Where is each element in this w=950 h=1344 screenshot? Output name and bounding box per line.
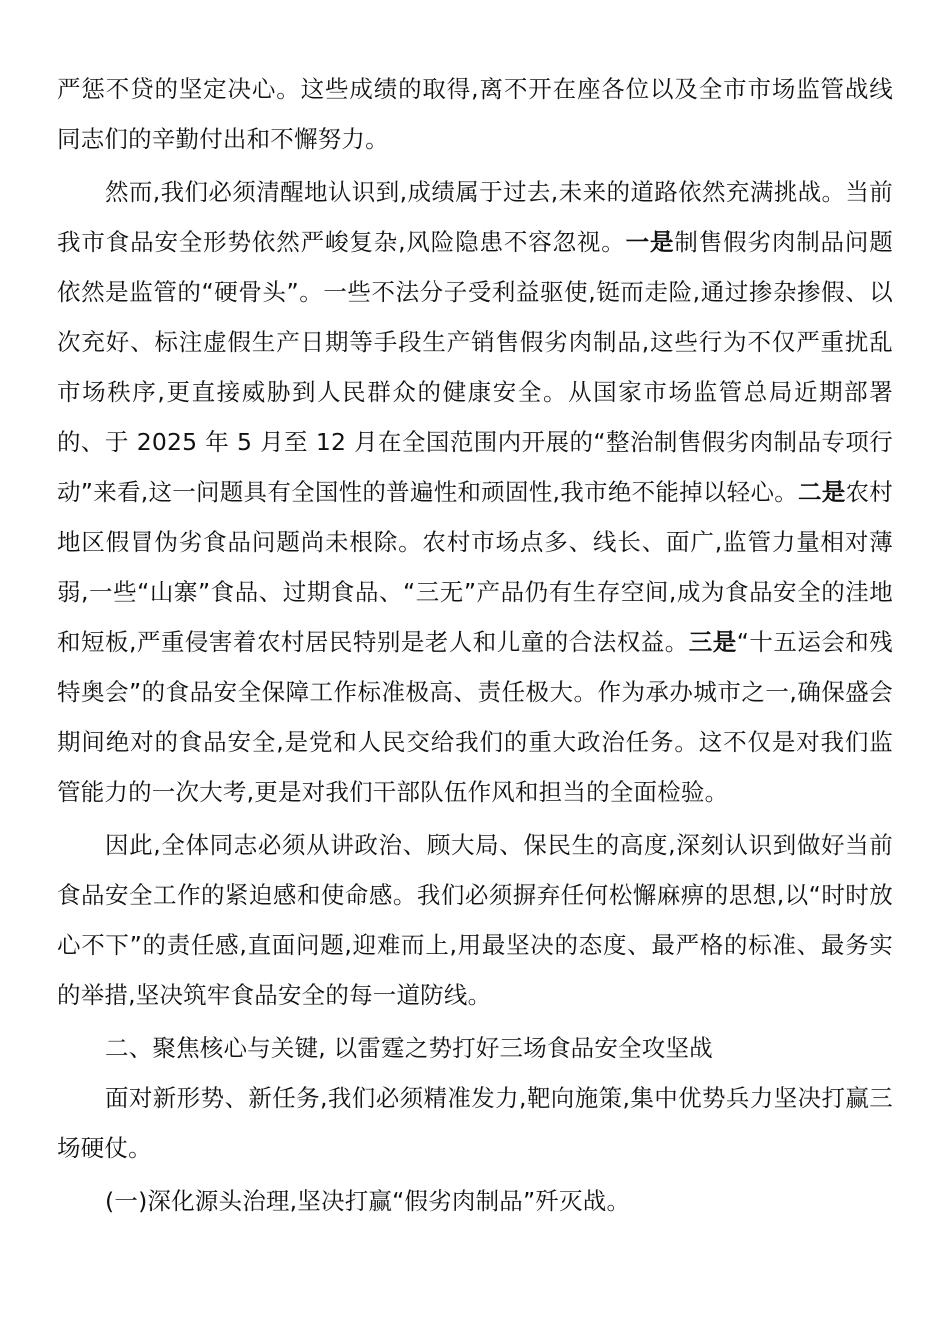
challenges-intro: 然而,我们必须清醒地认识到,成绩属于过去,未来的道路依然充满挑战。当前我市食品安全形势依然严峻复杂,风险隐患不容忽视。: [57, 178, 893, 256]
point-two-label: 二是: [797, 478, 846, 506]
point-three-label: 三是: [688, 628, 737, 656]
paragraph-new-tasks: 面对新形势、新任务,我们必须精准发力,靶向施策,集中优势兵力坚决打赢三场硬仗。: [57, 1084, 893, 1162]
point-two-text: 农村地区假冒伪劣食品问题尚未根除。农村市场点多、线长、面广,监管力量相对薄弱,一些“山寨”食品、过期食品、“三无”产品仍有生存空间,成为食品安全的洼地和短板,严重侵害着农村居民特别是老人和儿童的合法权益。: [57, 478, 893, 656]
point-one-label: 一是: [625, 228, 675, 256]
document-body: [57, 64, 893, 1226]
subheading-one: (一)深化源头治理,坚决打赢“假劣肉制品”歼灭战。: [105, 1187, 631, 1215]
paragraph-therefore: 因此,全体同志必须从讲政治、顾大局、保民生的高度,深刻认识到做好当前食品安全工作的紧迫感和使命感。我们必须摒弃任何松懈麻痹的思想,以“时时放心不下”的责任感,直面问题,迎难而上,用最坚决的态度、最严格的标准、最务实的举措,坚决筑牢食品安全的每一道防线。: [57, 831, 893, 1009]
section-heading-two: 二、聚焦核心与关键, 以雷霆之势打好三场食品安全攻坚战: [105, 1034, 713, 1062]
paragraph-challenges: [57, 167, 893, 817]
point-three-text: “十五运会和残特奥会”的食品安全保障工作标准极高、责任极大。作为承办城市之一,确保盛会期间绝对的食品安全,是党和人民交给我们的重大政治任务。这不仅是对我们监管能力的一次大考,更是对我们干部队伍作风和担当的全面检验。: [57, 628, 894, 806]
paragraph-achievements: 严惩不贷的坚定决心。这些成绩的取得,离不开在座各位以及全市市场监管战线同志们的辛勤付出和不懈努力。: [57, 75, 893, 153]
point-one-text: 制售假劣肉制品问题依然是监管的“硬骨头”。一些不法分子受利益驱使,铤而走险,通过掺杂掺假、以次充好、标注虚假生产日期等手段生产销售假劣肉制品,这些行为不仅严重扰乱市场秩序,更直接威胁到人民群众的健康安全。从国家市场监管总局近期部署的、于 2025 年 5 月至 12 月在全国范围内开展的“整治制售假劣肉制品专项行动”来看,这一问题具有全国性的普遍性和顽固性,我市绝不能掉以轻心。: [57, 228, 893, 506]
